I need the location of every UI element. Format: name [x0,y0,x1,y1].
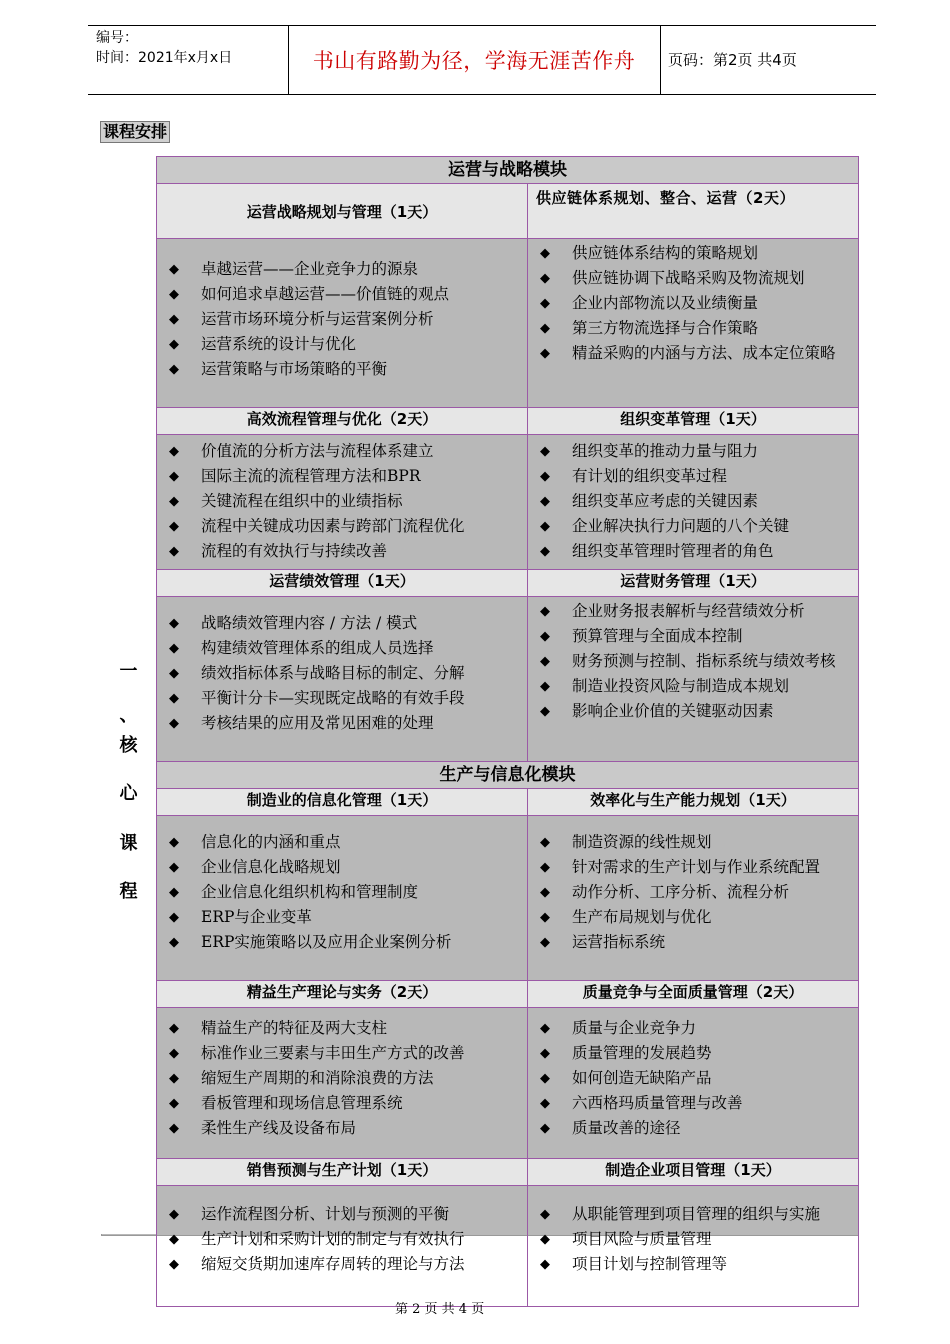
list-item: ◆ 缩短交货期加速库存周转的理论与方法 [169,1252,521,1277]
list-item: ◆ 从职能管理到项目管理的组织与实施 [540,1202,852,1227]
number-label: 编号： [96,30,138,46]
page-footer: 第 2 页 共 4 页 [395,1302,485,1317]
list-item: ◆ 平衡计分卡—实现既定战略的有效手段 [169,686,521,711]
course-topics-cell [528,1008,859,1159]
header-meta [88,26,289,94]
course-topics-cell [157,816,528,981]
list-item: ◆ 流程的有效执行与持续改善 [169,539,521,564]
list-item: ◆ 运作流程图分析、计划与预测的平衡 [169,1202,521,1227]
course-title-row [157,1159,859,1186]
list-item: ◆ 关键流程在组织中的业绩指标 [169,489,521,514]
list-item: ◆ 针对需求的生产计划与作业系统配置 [540,855,852,880]
list-item: ◆ 卓越运营——企业竞争力的源泉 [169,257,521,282]
course-topics-cell [157,597,528,762]
side-label-char: 程 [119,881,138,902]
course-title: 运营战略规划与管理（1天） [157,184,528,239]
side-label-char: 心 [119,783,138,804]
list-item: ◆ ERP与企业变革 [169,905,521,930]
side-label-char: 、 [119,705,138,726]
topic-list [528,241,858,366]
list-item: ◆ 精益生产的特征及两大支柱 [169,1016,521,1041]
course-content-row [157,597,859,762]
list-item: ◆ 组织变革的推动力量与阻力 [540,439,852,464]
page-header [88,25,876,95]
list-item: ◆ 六西格玛质量管理与改善 [540,1091,852,1116]
list-item: ◆ 价值流的分析方法与流程体系建立 [169,439,521,464]
list-item: ◆ 企业财务报表解析与经营绩效分析 [540,599,852,624]
list-item: ◆ 构建绩效管理体系的组成人员选择 [169,636,521,661]
list-item: ◆ 企业内部物流以及业绩衡量 [540,291,852,316]
list-item: ◆ 影响企业价值的关键驱动因素 [540,699,852,724]
list-item: ◆ 看板管理和现场信息管理系统 [169,1091,521,1116]
list-item: ◆ 柔性生产线及设备布局 [169,1116,521,1141]
list-item: ◆ 企业信息化战略规划 [169,855,521,880]
course-title: 销售预测与生产计划（1天） [157,1159,528,1186]
list-item: ◆ 企业解决执行力问题的八个关键 [540,514,852,539]
side-label-char: 课 [119,833,138,854]
course-content-row [157,435,859,570]
course-topics-cell [157,435,528,570]
list-item: ◆ 如何创造无缺陷产品 [540,1066,852,1091]
list-item: ◆ 国际主流的流程管理方法和BPR [169,464,521,489]
list-item: ◆ 财务预测与控制、指标系统与绩效考核 [540,649,852,674]
side-label-char: 核 [119,735,138,756]
list-item: ◆ 组织变革管理时管理者的角色 [540,539,852,564]
course-content-row [157,816,859,981]
course-title: 制造企业项目管理（1天） [528,1159,859,1186]
course-title: 制造业的信息化管理（1天） [157,789,528,816]
list-item: ◆ 考核结果的应用及常见困难的处理 [169,711,521,736]
list-item: ◆ 质量管理的发展趋势 [540,1041,852,1066]
course-title: 质量竞争与全面质量管理（2天） [528,981,859,1008]
course-title: 效率化与生产能力规划（1天） [528,789,859,816]
topic-list [157,1016,527,1141]
course-title-row [157,184,859,239]
course-title: 运营绩效管理（1天） [157,570,528,597]
topic-list [157,257,527,382]
course-title-row [157,570,859,597]
course-content-row [157,239,859,408]
motto: 书山有路勤为径，学海无涯苦作舟 [312,49,636,73]
section-title: 课程安排 [100,121,170,143]
course-topics-cell [528,435,859,570]
list-item: ◆ 标准作业三要素与丰田生产方式的改善 [169,1041,521,1066]
topic-list [157,1202,527,1277]
module-title-row [157,157,859,184]
topic-list [528,599,858,724]
module-title-row [157,762,859,789]
topic-list [157,611,527,736]
list-item: ◆ 供应链协调下战略采购及物流规划 [540,266,852,291]
course-title: 精益生产理论与实务（2天） [157,981,528,1008]
list-item: ◆ 质量与企业竞争力 [540,1016,852,1041]
topic-list [157,830,527,955]
course-title-row [157,789,859,816]
list-item: ◆ 运营系统的设计与优化 [169,332,521,357]
list-item: ◆ 生产布局规划与优化 [540,905,852,930]
topic-list [528,1016,858,1141]
list-item: ◆ 项目计划与控制管理等 [540,1252,852,1277]
side-label-char: 一 [119,661,138,682]
topic-list [528,830,858,955]
list-item: ◆ 精益采购的内涵与方法、成本定位策略 [540,341,852,366]
module-title: 生产与信息化模块 [157,762,859,789]
course-title: 供应链体系规划、整合、运营（2天） [528,184,859,239]
list-item: ◆ 项目风险与质量管理 [540,1227,852,1252]
course-title-row [157,981,859,1008]
course-title: 运营财务管理（1天） [528,570,859,597]
list-item: ◆ 运营指标系统 [540,930,852,955]
list-item: ◆ 预算管理与全面成本控制 [540,624,852,649]
list-item: ◆ 信息化的内涵和重点 [169,830,521,855]
list-item: ◆ 流程中关键成功因素与跨部门流程优化 [169,514,521,539]
list-item: ◆ 制造资源的线性规划 [540,830,852,855]
course-topics-cell [528,816,859,981]
topic-list [528,439,858,564]
list-item: ◆ 生产计划和采购计划的制定与有效执行 [169,1227,521,1252]
course-topics-cell [528,597,859,762]
list-item: ◆ 战略绩效管理内容 / 方法 / 模式 [169,611,521,636]
list-item: ◆ 供应链体系结构的策略规划 [540,241,852,266]
course-content-row [157,1186,859,1307]
list-item: ◆ 有计划的组织变革过程 [540,464,852,489]
list-item: ◆ 动作分析、工序分析、流程分析 [540,880,852,905]
list-item: ◆ 制造业投资风险与制造成本规划 [540,674,852,699]
topic-list [157,439,527,564]
course-table [156,156,859,1307]
header-page-cell [660,26,876,94]
topic-list [528,1202,858,1277]
list-item: ◆ 第三方物流选择与合作策略 [540,316,852,341]
list-item: ◆ 如何追求卓越运营——价值链的观点 [169,282,521,307]
course-title: 组织变革管理（1天） [528,408,859,435]
course-topics-cell [157,1008,528,1159]
module-title: 运营与战略模块 [157,157,859,184]
time-label: 时间：2021年x月x日 [96,50,233,66]
course-topics-cell [528,1186,859,1307]
course-title: 高效流程管理与优化（2天） [157,408,528,435]
course-topics-cell [157,239,528,408]
header-motto-cell [288,26,661,94]
list-item: ◆ 组织变革应考虑的关键因素 [540,489,852,514]
list-item: ◆ 质量改善的途径 [540,1116,852,1141]
page-label: 页码：第2页 共4页 [668,51,797,69]
list-item: ◆ 企业信息化组织机构和管理制度 [169,880,521,905]
course-topics-cell [528,239,859,408]
course-title-row [157,408,859,435]
list-item: ◆ 缩短生产周期的和消除浪费的方法 [169,1066,521,1091]
course-content-row [157,1008,859,1159]
list-item: ◆ 运营策略与市场策略的平衡 [169,357,521,382]
list-item: ◆ ERP实施策略以及应用企业案例分析 [169,930,521,955]
list-item: ◆ 运营市场环境分析与运营案例分析 [169,307,521,332]
list-item: ◆ 绩效指标体系与战略目标的制定、分解 [169,661,521,686]
course-topics-cell [157,1186,528,1307]
